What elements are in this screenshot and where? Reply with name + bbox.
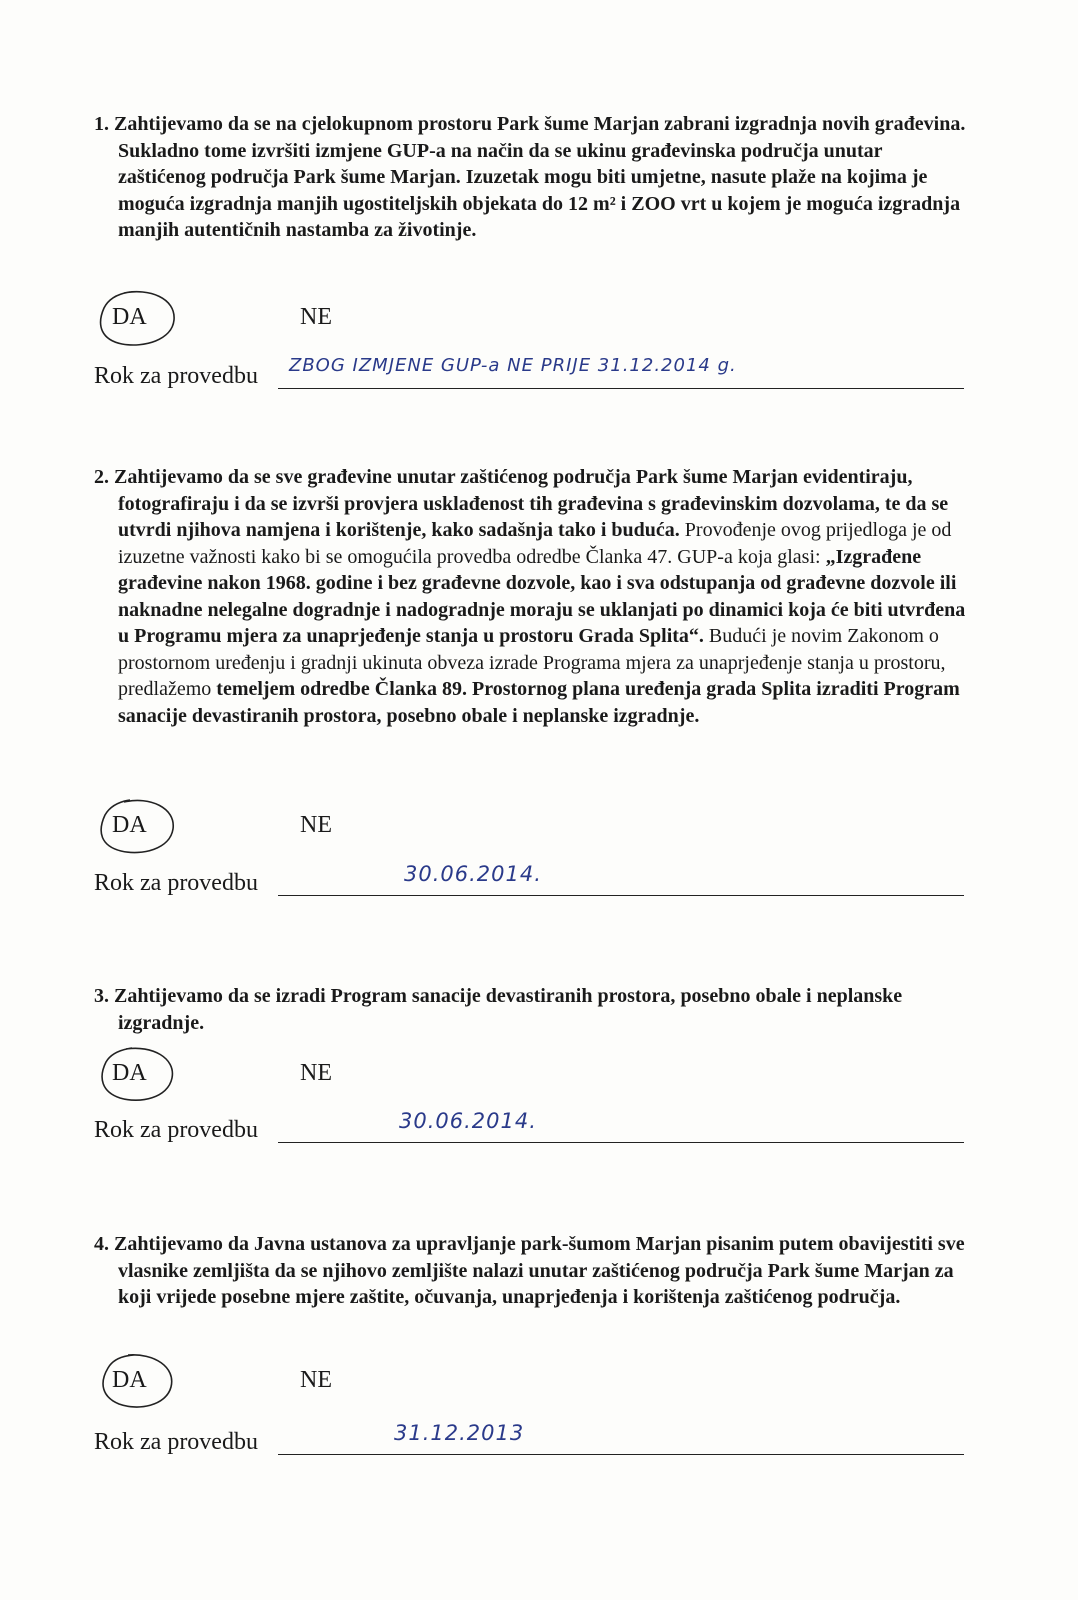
da-option[interactable]: DA [112, 812, 147, 838]
demand-item-2 [94, 464, 974, 729]
item-text-bold: Zahtijevamo da se izradi Program sanacije devastiranih prostora, [114, 985, 676, 1007]
deadline-line [278, 1454, 964, 1455]
item-number: 1. [94, 113, 109, 135]
deadline-label: Rok za provedbu [94, 1429, 258, 1455]
deadline-handwritten: 30.06.2014. [404, 862, 542, 886]
item-text-normal: posebno obale i neplanske izgradnje. [118, 985, 903, 1034]
choice-row-3 [94, 1054, 494, 1094]
demand-item-1 [94, 111, 974, 244]
da-option[interactable]: DA [112, 1367, 147, 1393]
deadline-handwritten: ZBOG IZMJENE GUP-a NE PRIJE 31.12.2014 g. [289, 355, 737, 376]
item-number: 4. [94, 1233, 109, 1255]
item-text-normal-2: Budući je novim Zakonom o prostornom uređenju i gradnji ukinuta obveza izrade Programa mjera za unaprjeđenje stanja u prostoru, predlažemo [118, 625, 946, 700]
deadline-label: Rok za provedbu [94, 870, 258, 896]
deadline-label: Rok za provedbu [94, 363, 258, 389]
da-option[interactable]: DA [112, 1060, 147, 1086]
choice-row-1 [94, 298, 494, 338]
deadline-row-3 [94, 1111, 964, 1151]
deadline-row-2 [94, 864, 964, 904]
choice-row-2 [94, 806, 494, 846]
item-text-bold-2: „Izgrađene građevine nakon 1968. godine i bez građevne dozvole, kao i sva odstupanja od građevne dozvole ili naknadne nelegalne dogradnje i nadogradnje moraju se uklanjati po dinamici koja će biti utvrđena u Programu mjera za unaprjeđenje stanja u prostoru Grada Splita“. [118, 545, 966, 647]
demand-item-4 [94, 1231, 974, 1311]
deadline-row-4 [94, 1423, 964, 1463]
item-text: Zahtijevamo da Javna ustanova za upravljanje park-šumom Marjan pisanim putem obavijestiti sve vlasnike zemljišta da se njihovo zemljište nalazi unutar zaštićenog područja Park šume Marjan za koji vrijede posebne mjere zaštite, očuvanja, unaprjeđenja i korištenja zaštićenog područja. [114, 1233, 965, 1308]
ne-option[interactable]: NE [300, 812, 332, 838]
demand-item-3 [94, 983, 974, 1036]
ne-option[interactable]: NE [300, 1367, 332, 1393]
item-text-normal-1: Provođenje ovog prijedloga je od izuzetne važnosti kako bi se omogućila provedba odredbe Članka 47. GUP-a koja glasi: [118, 519, 952, 568]
item-number: 3. [94, 985, 109, 1007]
deadline-handwritten: 31.12.2013 [394, 1421, 525, 1445]
deadline-line [278, 388, 964, 389]
deadline-row-1 [94, 357, 964, 397]
deadline-line [278, 895, 964, 896]
item-text: Zahtijevamo da se na cjelokupnom prostoru Park šume Marjan zabrani izgradnja novih građevina. Sukladno tome izvršiti izmjene GUP-a na način da se ukinu građevinska područja unutar zaštićenog područja Park šume Marjan. Izuzetak mogu biti umjetne, nasute plaže na kojima je moguća izgradnja manjih ugostiteljskih objekata do 12 m² i ZOO vrt u kojem je moguća izgradnja manjih autentičnih nastamba za životinje. [114, 113, 966, 241]
deadline-line [278, 1142, 964, 1143]
item-number: 2. [94, 466, 109, 488]
item-text-bold-3: temeljem odredbe Članka 89. Prostornog plana uređenja grada Splita izraditi Program sanacije devastiranih prostora, posebno obale i neplanske izgradnje. [118, 678, 960, 727]
deadline-label: Rok za provedbu [94, 1117, 258, 1143]
deadline-handwritten: 30.06.2014. [399, 1109, 537, 1133]
ne-option[interactable]: NE [300, 1060, 332, 1086]
choice-row-4 [94, 1361, 494, 1401]
da-option[interactable]: DA [112, 304, 147, 330]
item-text-bold-1: Zahtijevamo da se sve građevine unutar zaštićenog područja Park šume Marjan evidentiraju, fotografiraju i da se izvrši provjera usklađenost tih građevina s građevinskim dozvolama, te da se utvrdi njihova namjena i korištenje, kako sadašnja tako i buduća. [114, 466, 949, 541]
ne-option[interactable]: NE [300, 304, 332, 330]
